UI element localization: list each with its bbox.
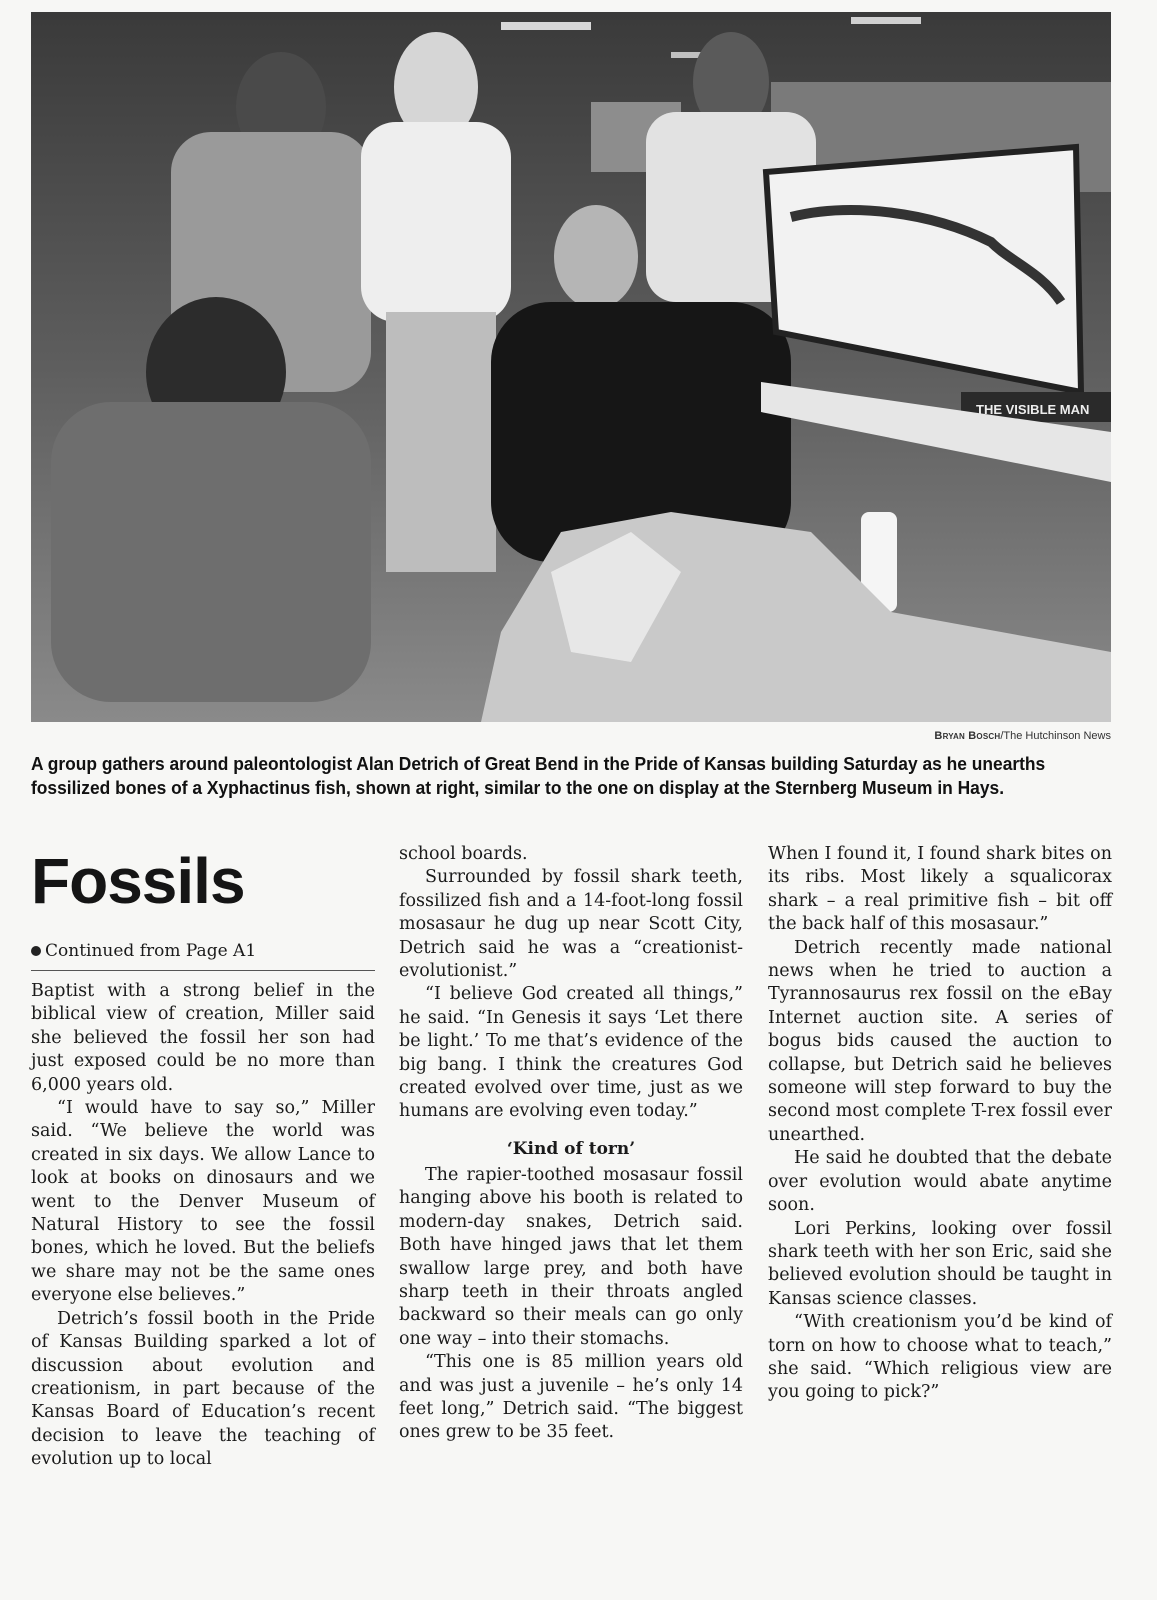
divider	[31, 970, 375, 971]
jump-line	[31, 940, 375, 962]
subheading: ‘Kind of torn’	[506, 1138, 636, 1159]
paragraph: “I would have to say so,” Miller said. “We believe the world was created in six days. We allow Lance to look at books on dinosaurs and we went to the Denver Museum of Natural History to see the fossil bones, which he loved. But the beliefs we share may not be the same ones everyone else believes.”	[31, 1098, 375, 1306]
column-3	[768, 843, 1112, 1405]
paragraph: Baptist with a strong belief in the biblical view of creation, Miller said she believed the fossil her son had just exposed could be no more than 6,000 years old.	[31, 981, 375, 1095]
photo-credit	[934, 730, 1111, 742]
paragraph: He said he doubted that the debate over evolution would abate anytime soon.	[768, 1148, 1112, 1216]
paragraph: Surrounded by fossil shark teeth, fossilized fish and a 14-foot-long fossil mosasaur he dug up near Scott City, Detrich said he was a “creationist-evolutionist.”	[399, 867, 743, 982]
photographer-name: Bryan Bosch	[934, 730, 1001, 742]
bullet-icon	[31, 946, 41, 956]
box-label: THE VISIBLE MAN	[976, 402, 1090, 417]
paragraph: When I found it, I found shark bites on its ribs. Most likely a squalicorax shark – a real primitive fish – bit off the back half of this mosasaur.”	[768, 844, 1112, 935]
photo-illustration	[31, 12, 1111, 722]
photo-organization: /The Hutchinson News	[1000, 730, 1111, 742]
news-photo	[31, 12, 1111, 722]
paragraph: Detrich’s fossil booth in the Pride of Kansas Building sparked a lot of discussion about evolution and creationism, in part because of the Kansas Board of Education’s recent decision to leave the teaching of evolution up to local	[31, 1308, 375, 1470]
jump-line-text: Continued from Page A1	[45, 941, 257, 961]
paragraph: school boards.	[399, 844, 528, 864]
headline: Fossils	[31, 845, 245, 917]
paragraph: “With creationism you’d be kind of torn on how to choose what to teach,” she said. “Which religious view are you going to pick?”	[768, 1312, 1112, 1403]
column-2	[399, 843, 743, 1445]
paragraph: “I believe God created all things,” he said. “In Genesis it says ‘Let there be light.’ To me that’s evidence of the big bang. I think the creatures God created evolved over time, just as we humans are evolving even today.”	[399, 984, 743, 1122]
photo-caption: A group gathers around paleontologist Alan Detrich of Great Bend in the Pride of Kansas building Saturday as he unearths fossilized bones of a Xyphactinus fish, shown at right, similar to the one on display at the Sternberg Museum in Hays.	[31, 753, 1046, 798]
paragraph: Lori Perkins, looking over fossil shark teeth with her son Eric, said she believed evolution should be taught in Kansas science classes.	[768, 1218, 1112, 1309]
paragraph: The rapier-toothed mosasaur fossil hanging above his booth is related to modern-day snakes, Detrich said. Both have hinged jaws that let them swallow large prey, and both have sharp teeth in their throats angled backward so their meals can go only one way – into their stomachs.	[399, 1164, 743, 1349]
paragraph: “This one is 85 million years old and was just a juvenile – he’s only 14 feet long,” Detrich said. “The biggest ones grew to be 35 feet.	[399, 1352, 743, 1443]
paragraph: Detrich recently made national news when he tried to auction a Tyrannosaurus rex fossil on the eBay Internet auction site. A series of bogus bids caused the auction to collapse, but Detrich said he believes someone will step forward to buy the second most complete T-rex fossil ever unearthed.	[768, 937, 1112, 1145]
column-1	[31, 980, 375, 1472]
